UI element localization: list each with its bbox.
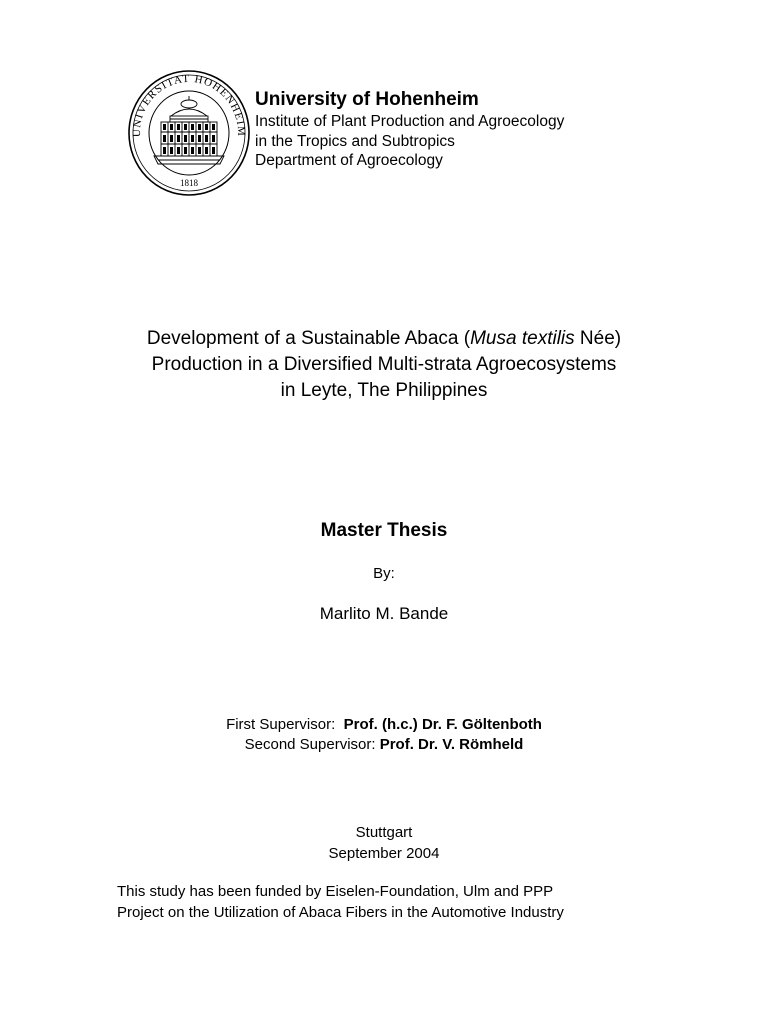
institution-header — [255, 88, 564, 171]
title-line-2: Production in a Diversified Multi-strata Agroecosystems — [151, 354, 617, 375]
thesis-title — [0, 326, 768, 404]
by-label: By: — [373, 565, 395, 582]
funding-line-1: This study has been funded by Eiselen-Foundation, Ulm and PPP — [117, 883, 554, 900]
title-line-1-suffix: Née) — [574, 328, 622, 349]
first-supervisor — [0, 715, 768, 734]
institute-line-1: Institute of Plant Production and Agroecology — [255, 113, 565, 130]
author-name: Marlito M. Bande — [319, 604, 449, 623]
first-supervisor-name: Prof. (h.c.) Dr. F. Göltenboth — [343, 716, 542, 733]
title-line-1 — [0, 326, 768, 352]
title-species-name: Musa textilis — [470, 328, 575, 349]
funding-line-2: Project on the Utilization of Abaca Fibers in the Automotive Industry — [117, 904, 564, 921]
seal-text: UNIVERSITAT HOHENHEIM — [130, 72, 248, 138]
seal-year: 1818 — [180, 178, 198, 188]
institute-line-2: in the Tropics and Subtropics — [255, 132, 455, 150]
second-supervisor-label: Second Supervisor: — [244, 736, 376, 753]
place: Stuttgart — [355, 824, 413, 841]
date: September 2004 — [328, 845, 440, 862]
department-name: Department of Agroecology — [255, 152, 443, 169]
second-supervisor — [0, 735, 768, 754]
funding-note — [117, 881, 564, 923]
second-supervisor-name: Prof. Dr. V. Römheld — [379, 736, 524, 753]
title-line-1-text: Development of a Sustainable Abaca ( — [146, 328, 471, 349]
title-line-3: in Leyte, The Philippines — [280, 380, 488, 401]
first-supervisor-label: First Supervisor: — [226, 716, 336, 733]
university-name: University of Hohenheim — [255, 89, 479, 110]
thesis-type: Master Thesis — [320, 520, 448, 541]
university-seal-logo — [126, 68, 252, 198]
